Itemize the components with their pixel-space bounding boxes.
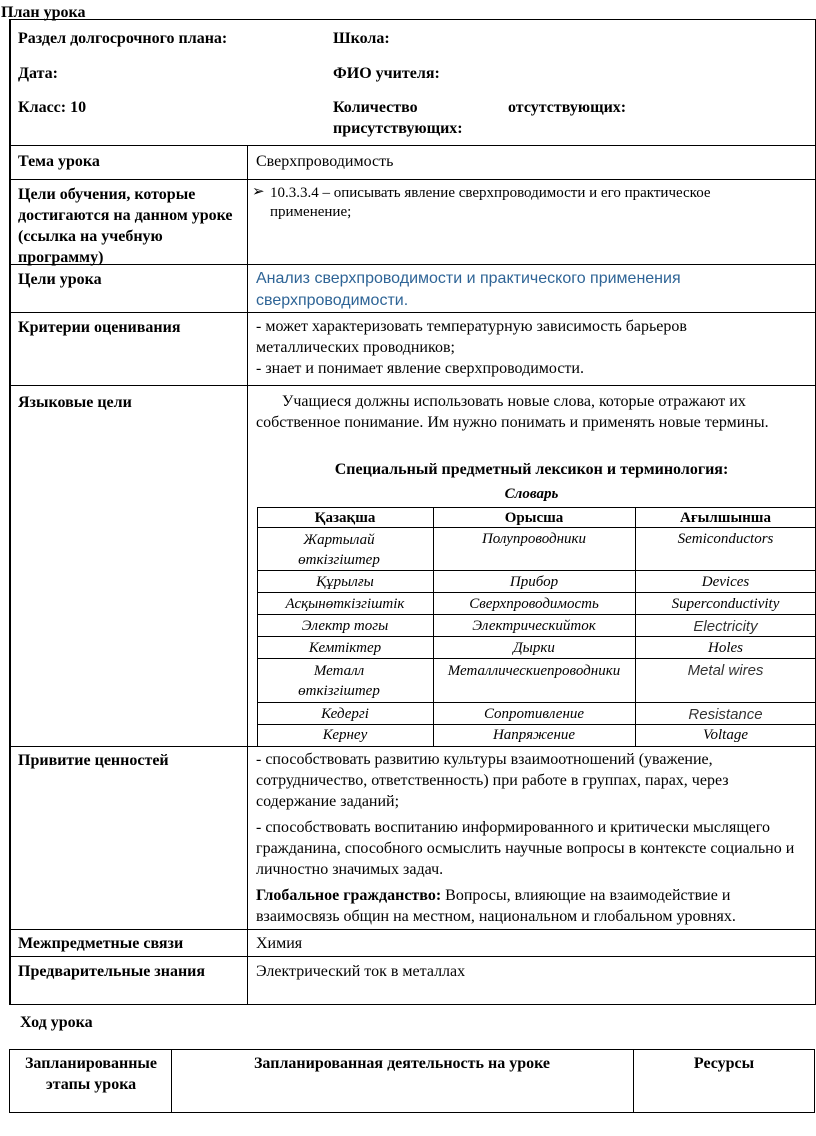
lesson-goals-value: Анализ сверхпроводимости и практического применения сверхпроводимости. bbox=[256, 270, 681, 309]
course-title: Ход урока bbox=[20, 1014, 93, 1031]
criteria-2: - знает и понимает явление сверхпроводимости. bbox=[256, 360, 584, 377]
lang-intro: Учащиеся должны использовать новые слова, которые отражают их собственное понимание. Им нужно понимать и применять новые термины. bbox=[256, 393, 769, 431]
vocab-cell: Сверхпроводимость bbox=[469, 596, 599, 612]
vocab-cell: Сопротивление bbox=[483, 706, 585, 722]
class-label: Класс: 10 bbox=[18, 99, 87, 116]
criteria-label: Критерии оценивания bbox=[18, 319, 181, 336]
global-bold: Глобальное гражданство: bbox=[256, 887, 442, 904]
vocab-cell: Электр тогы bbox=[301, 618, 389, 634]
inter-value: Химия bbox=[256, 935, 303, 952]
teacher-label: ФИО учителя: bbox=[333, 65, 440, 82]
vocab-cell: Полупроводники bbox=[481, 531, 587, 547]
values-text bbox=[256, 749, 812, 927]
course-col-resources: Ресурсы bbox=[693, 1055, 755, 1072]
vocab-cell: Superconductivity bbox=[671, 596, 780, 612]
date-label: Дата: bbox=[18, 65, 58, 82]
count-label-c: присутствующих: bbox=[333, 120, 463, 137]
values-2: - способствовать воспитанию информированного и критически мыслящего гражданина, способного осмыслить научные вопросы в контексте социально и личностно значимых задач. bbox=[256, 819, 795, 878]
vocab-header-russian: Орысша bbox=[504, 510, 564, 526]
course-col-activity: Запланированная деятельность на уроке bbox=[253, 1055, 551, 1072]
criteria-text bbox=[256, 316, 776, 379]
vocab-cell: Devices bbox=[701, 574, 750, 590]
goals-value: 10.3.3.4 – описывать явление сверхпроводимости и его практическое применение; bbox=[270, 185, 711, 220]
vocab-cell: Прибор bbox=[509, 574, 559, 590]
vocab-cell: Electricity bbox=[693, 618, 758, 635]
vocab-cell: Дырки bbox=[513, 640, 555, 656]
vocab-table bbox=[257, 507, 816, 745]
bullet-icon: ➢ bbox=[252, 184, 265, 200]
doc-title: План урока bbox=[1, 4, 86, 21]
global-text: Вопросы, влияющие на взаимодействие и взаимосвязь общин на местном, национальном и глобальном уровнях. bbox=[256, 887, 736, 925]
criteria-1: - может характеризовать температурную зависимость барьеров металлических проводников; bbox=[256, 318, 687, 356]
course-table bbox=[9, 1049, 815, 1113]
topic-label: Тема урока bbox=[18, 153, 100, 170]
section-label: Раздел долгосрочного плана: bbox=[18, 30, 228, 47]
values-1: - способствовать развитию культуры взаимоотношений (уважение, сотрудничество, ответственность) при работе в группах, парах, через содержание заданий; bbox=[256, 751, 729, 810]
vocab-cell: Электрическийток bbox=[472, 618, 596, 634]
topic-value: Сверхпроводимость bbox=[256, 153, 394, 170]
dictionary-title: Словарь bbox=[504, 486, 559, 502]
prior-value: Электрический ток в металлах bbox=[256, 963, 466, 980]
prior-label: Предварительные знания bbox=[18, 963, 206, 980]
vocab-cell: Металл өткізгіштер bbox=[298, 663, 380, 699]
vocab-cell: Semiconductors bbox=[677, 531, 774, 547]
vocab-cell: Кедергі bbox=[321, 706, 369, 722]
vocab-cell: Voltage bbox=[703, 727, 748, 743]
vocab-cell: Metal wires bbox=[687, 662, 764, 679]
vocab-header-english: Ағылшынша bbox=[680, 510, 771, 526]
goals-label: Цели обучения, которые достигаются на данном уроке (ссылка на учебную программу) bbox=[18, 186, 233, 266]
school-label: Школа: bbox=[333, 30, 390, 47]
lexicon-title: Специальный предметный лексикон и терминология: bbox=[334, 461, 729, 478]
inter-label: Межпредметные связи bbox=[18, 935, 184, 952]
count-label-b: отсутствующих: bbox=[508, 99, 627, 116]
vocab-cell: Resistance bbox=[688, 706, 763, 723]
global-citizenship bbox=[256, 885, 812, 927]
lesson-goals-label: Цели урока bbox=[18, 271, 102, 288]
vocab-cell: Напряжение bbox=[492, 727, 576, 743]
vocab-cell: Құрылғы bbox=[316, 574, 374, 590]
course-col-stages: Запланированные этапы урока bbox=[24, 1055, 158, 1093]
vocab-cell: Кемтіктер bbox=[308, 640, 382, 656]
vocab-cell: Асқынөткізгіштік bbox=[285, 596, 405, 612]
count-label-a: Количество bbox=[333, 99, 418, 116]
vocab-cell: Кернеу bbox=[322, 727, 368, 743]
lang-label: Языковые цели bbox=[18, 394, 132, 411]
vocab-header-kazakh: Қазақша bbox=[314, 510, 376, 526]
vocab-cell: Металлическиепроводники bbox=[447, 663, 621, 679]
vocab-cell: Holes bbox=[708, 640, 743, 656]
values-label: Привитие ценностей bbox=[18, 752, 169, 769]
vocab-cell: Жартылай өткізгіштер bbox=[298, 532, 380, 568]
